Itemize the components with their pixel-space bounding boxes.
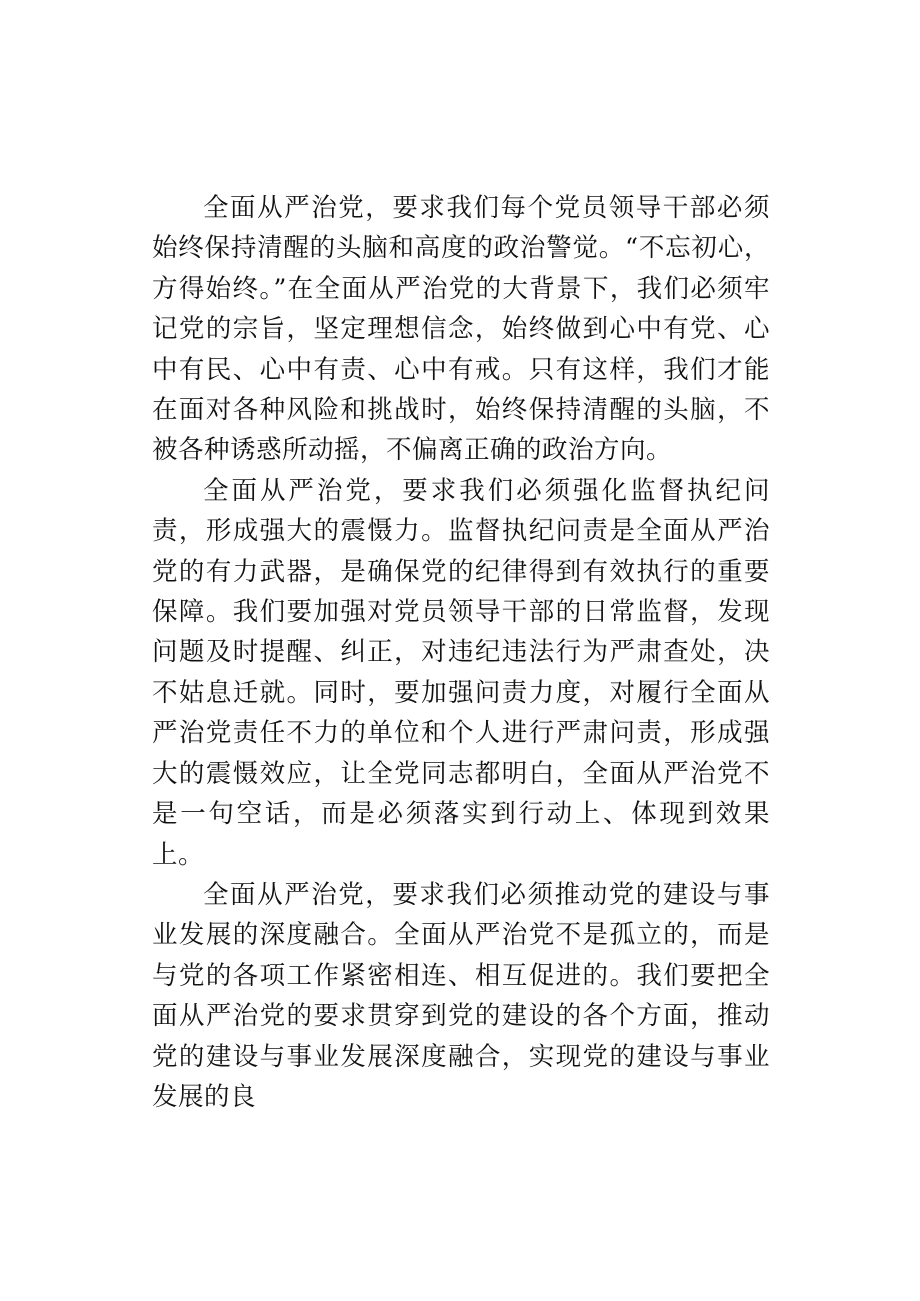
- document-body: [152, 188, 770, 1117]
- paragraph-3: 全面从严治党，要求我们必须推动党的建设与事业发展的深度融合。全面从严治党不是孤立的，而是与党的各项工作紧密相连、相互促进的。我们要把全面从严治党的要求贯穿到党的建设的各个方面，推动党的建设与事业发展深度融合，实现党的建设与事业发展的良: [152, 879, 770, 1112]
- paragraph-1: 全面从严治党，要求我们每个党员领导干部必须始终保持清醒的头脑和高度的政治警觉。“不忘初心，方得始终。”在全面从严治党的大背景下，我们必须牢记党的宗旨，坚定理想信念，始终做到心中有党、心中有民、心中有责、心中有戒。只有这样，我们才能在面对各种风险和挑战时，始终保持清醒的头脑，不被各种诱惑所动摇，不偏离正确的政治方向。: [152, 193, 770, 466]
- paragraph-2: 全面从严治党，要求我们必须强化监督执纪问责，形成强大的震慑力。监督执纪问责是全面从严治党的有力武器，是确保党的纪律得到有效执行的重要保障。我们要加强对党员领导干部的日常监督，发现问题及时提醒、纠正，对违纪违法行为严肃查处，决不姑息迁就。同时，要加强问责力度，对履行全面从严治党责任不力的单位和个人进行严肃问责，形成强大的震慑效应，让全党同志都明白，全面从严治党不是一句空话，而是必须落实到行动上、体现到效果上。: [152, 475, 770, 870]
